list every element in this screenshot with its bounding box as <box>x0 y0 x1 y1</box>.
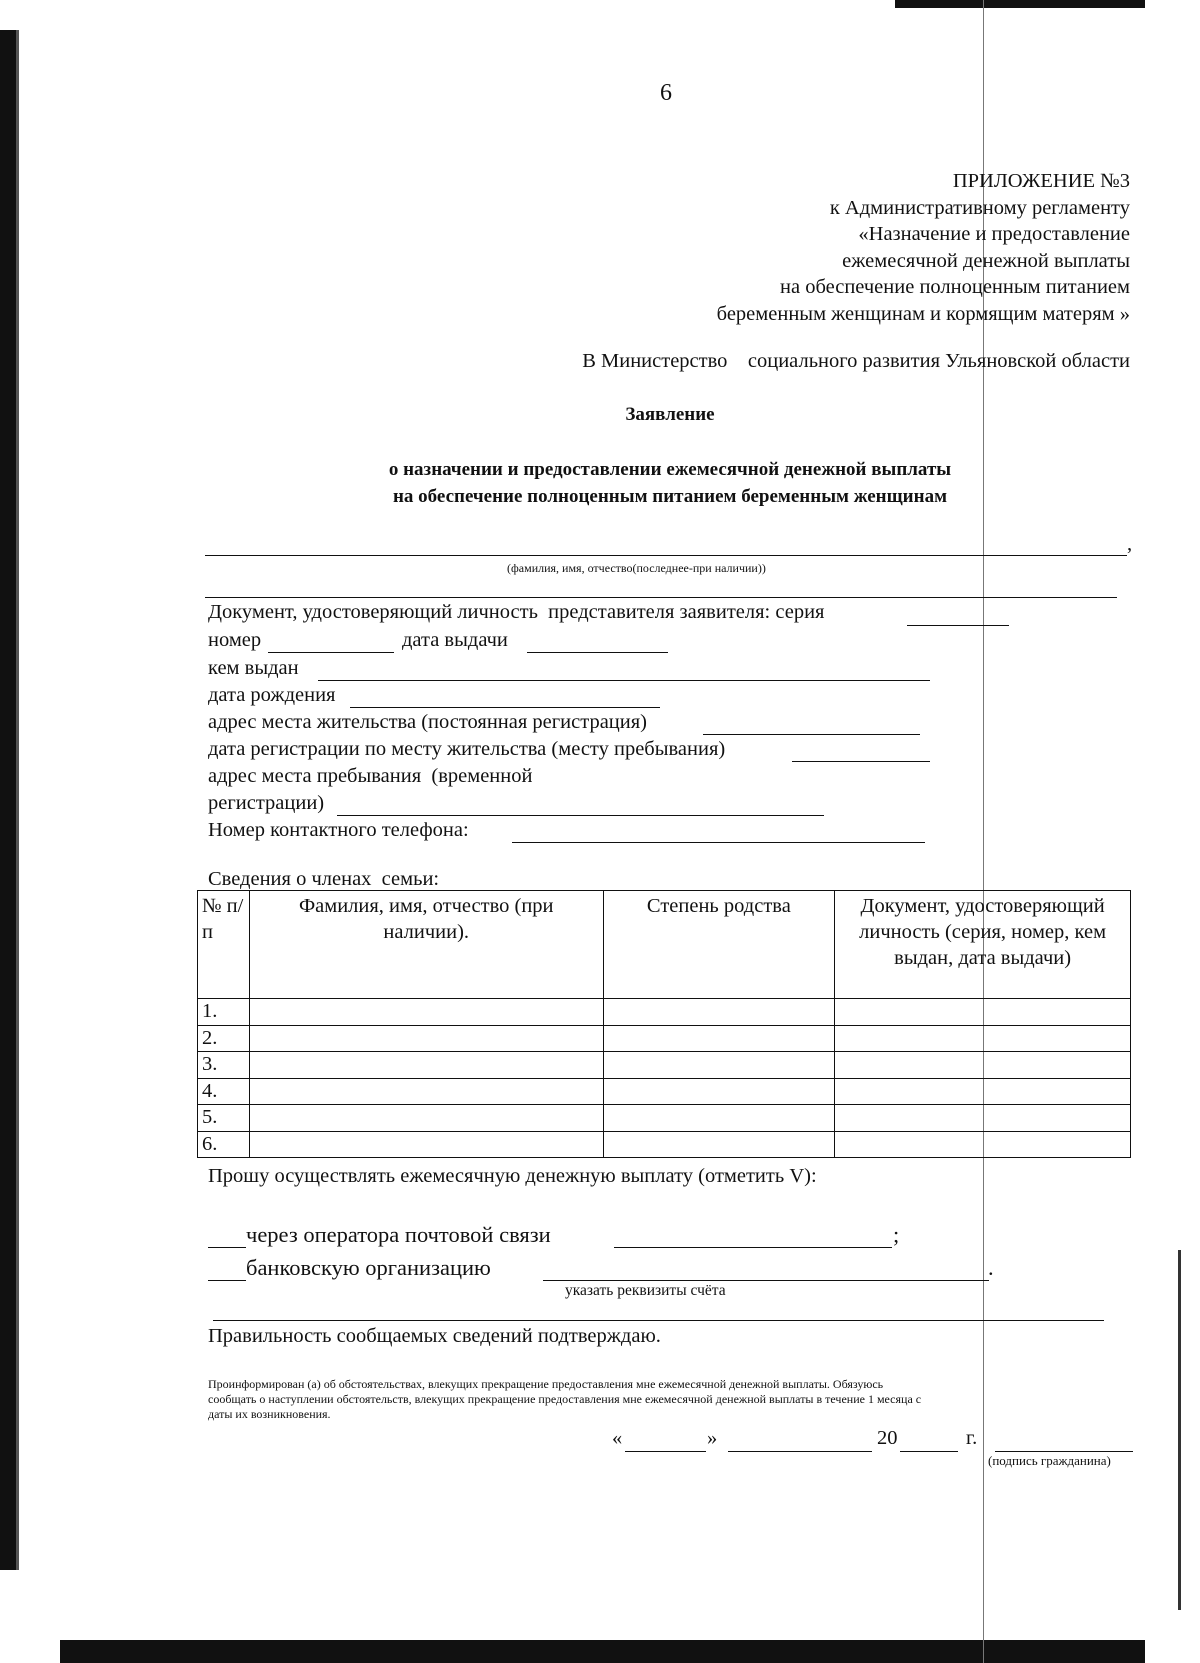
bank-checkbox[interactable] <box>208 1280 246 1281</box>
date-year-field[interactable] <box>900 1451 958 1452</box>
name-field-comma: , <box>1127 533 1133 555</box>
row-number: 5. <box>198 1105 250 1132</box>
appendix-header <box>717 168 1130 327</box>
row-number: 1. <box>198 999 250 1026</box>
notice-line: сообщать о наступлении обстоятельств, влекущих прекращение предоставления мне ежемесячной денежной выплаты в течение 1 месяца с <box>208 1392 922 1406</box>
appendix-line: ПРИЛОЖЕНИЕ №3 <box>952 170 1130 192</box>
cell-relation[interactable] <box>603 1078 835 1105</box>
post-option-end: ; <box>893 1222 900 1247</box>
document-label: Документ, удостоверяющий личность представителя заявителя: серия <box>208 601 825 623</box>
stay-address-label-2: регистрации) <box>208 792 325 814</box>
cell-name[interactable] <box>249 1105 603 1132</box>
appendix-line: на обеспечение полноценным питанием <box>780 276 1130 298</box>
date-day-field[interactable] <box>625 1451 706 1452</box>
cell-relation[interactable] <box>603 999 835 1026</box>
appendix-line: «Назначение и предоставление <box>858 223 1130 245</box>
post-checkbox[interactable] <box>208 1247 246 1248</box>
bank-details-caption: указать реквизиты счёта <box>565 1282 726 1299</box>
cell-name[interactable] <box>249 1052 603 1079</box>
notice-text <box>208 1377 921 1422</box>
scan-edge-top <box>895 0 1145 8</box>
number-label: номер <box>208 629 262 651</box>
bank-details-field[interactable] <box>543 1280 989 1281</box>
issued-by-label: кем выдан <box>208 657 299 679</box>
cell-name[interactable] <box>249 1078 603 1105</box>
issue-date-label: дата выдачи <box>402 629 508 651</box>
signature-field[interactable] <box>995 1451 1133 1452</box>
stay-address-field[interactable] <box>337 815 824 816</box>
table-row <box>198 1105 1131 1132</box>
signature-caption: (подпись гражданина) <box>988 1453 1111 1468</box>
header-name: Фамилия, имя, отчество (при наличии). <box>249 891 603 999</box>
family-table-header <box>198 891 1131 999</box>
cell-document[interactable] <box>835 1105 1131 1132</box>
cell-document[interactable] <box>835 1131 1131 1158</box>
stay-address-label: адрес места пребывания (временной <box>208 765 533 787</box>
cell-document[interactable] <box>835 1025 1131 1052</box>
cell-document[interactable] <box>835 999 1131 1026</box>
table-row <box>198 1131 1131 1158</box>
year-suffix: г. <box>966 1427 978 1449</box>
notice-line: Проинформирован (а) об обстоятельствах, влекущих прекращение предоставления мне ежемесячной денежной выплаты. Обязуюсь <box>208 1377 884 1391</box>
cell-name[interactable] <box>249 1025 603 1052</box>
cell-name[interactable] <box>249 999 603 1026</box>
row-number: 6. <box>198 1131 250 1158</box>
full-name-field-line-2[interactable] <box>205 597 1117 598</box>
registration-date-field[interactable] <box>792 761 930 762</box>
bank-option-label: банковскую организацию <box>246 1255 491 1280</box>
cell-relation[interactable] <box>603 1025 835 1052</box>
document-subtitle <box>0 456 1200 510</box>
appendix-line: ежемесячной денежной выплаты <box>842 249 1130 272</box>
document-title: Заявление <box>625 404 715 425</box>
date-open-quote: « <box>612 1427 623 1449</box>
table-row <box>198 1078 1131 1105</box>
confirmation-text: Правильность сообщаемых сведений подтверждаю. <box>208 1325 661 1347</box>
residence-label: адрес места жительства (постоянная регистрация) <box>208 711 647 733</box>
document-series-field[interactable] <box>907 625 1009 626</box>
scan-edge-left-shadow <box>16 30 19 1570</box>
table-row <box>198 1052 1131 1079</box>
residence-field[interactable] <box>703 734 920 735</box>
phone-field[interactable] <box>512 842 925 843</box>
row-number: 4. <box>198 1078 250 1105</box>
scan-edge-left <box>0 30 16 1570</box>
name-field-caption: (фамилия, имя, отчество(последнее-при наличии)) <box>507 561 766 575</box>
payment-request: Прошу осуществлять ежемесячную денежную выплату (отметить V): <box>208 1165 817 1187</box>
page-number: 6 <box>660 80 672 106</box>
notice-line: даты их возникновения. <box>208 1407 331 1421</box>
cell-relation[interactable] <box>603 1131 835 1158</box>
row-number: 2. <box>198 1025 250 1052</box>
post-option-label: через оператора почтовой связи <box>246 1222 551 1247</box>
birth-date-field[interactable] <box>350 707 660 708</box>
document-number-field[interactable] <box>268 652 394 653</box>
birth-date-label: дата рождения <box>208 684 336 706</box>
appendix-line: к Административному регламенту <box>829 196 1130 219</box>
appendix-line: беременным женщинам и кормящим матерям » <box>716 302 1130 325</box>
addressee: В Министерство социального развития Ульяновской области <box>582 350 1130 372</box>
header-document: Документ, удостоверяющий личность (серия, номер, кем выдан, дата выдачи) <box>835 891 1131 999</box>
issue-date-field[interactable] <box>527 652 668 653</box>
header-relation: Степень родства <box>603 891 835 999</box>
issued-by-field[interactable] <box>318 680 930 681</box>
subtitle-line-1: о назначении и предоставлении ежемесячной денежной выплаты <box>388 459 952 480</box>
year-prefix: 20 <box>877 1427 898 1449</box>
subtitle-line-2: на обеспечение полноценным питанием беременным женщинам <box>392 486 948 507</box>
date-close-quote: » <box>707 1427 718 1449</box>
scan-edge-right <box>1178 1250 1181 1610</box>
phone-label: Номер контактного телефона: <box>208 819 469 841</box>
bank-details-field-2[interactable] <box>213 1320 1104 1321</box>
full-name-field[interactable] <box>205 555 1127 556</box>
table-row <box>198 1025 1131 1052</box>
cell-document[interactable] <box>835 1078 1131 1105</box>
cell-relation[interactable] <box>603 1105 835 1132</box>
post-details-field[interactable] <box>614 1247 892 1248</box>
cell-relation[interactable] <box>603 1052 835 1079</box>
registration-date-label: дата регистрации по месту жительства (месту пребывания) <box>208 738 726 760</box>
date-month-field[interactable] <box>728 1451 872 1452</box>
cell-name[interactable] <box>249 1131 603 1158</box>
table-row <box>198 999 1131 1026</box>
family-table <box>197 890 1131 1158</box>
header-number: № п/п <box>198 891 250 999</box>
row-number: 3. <box>198 1052 250 1079</box>
cell-document[interactable] <box>835 1052 1131 1079</box>
family-caption: Сведения о членах семьи: <box>208 868 440 890</box>
bank-option-end: . <box>988 1255 994 1280</box>
